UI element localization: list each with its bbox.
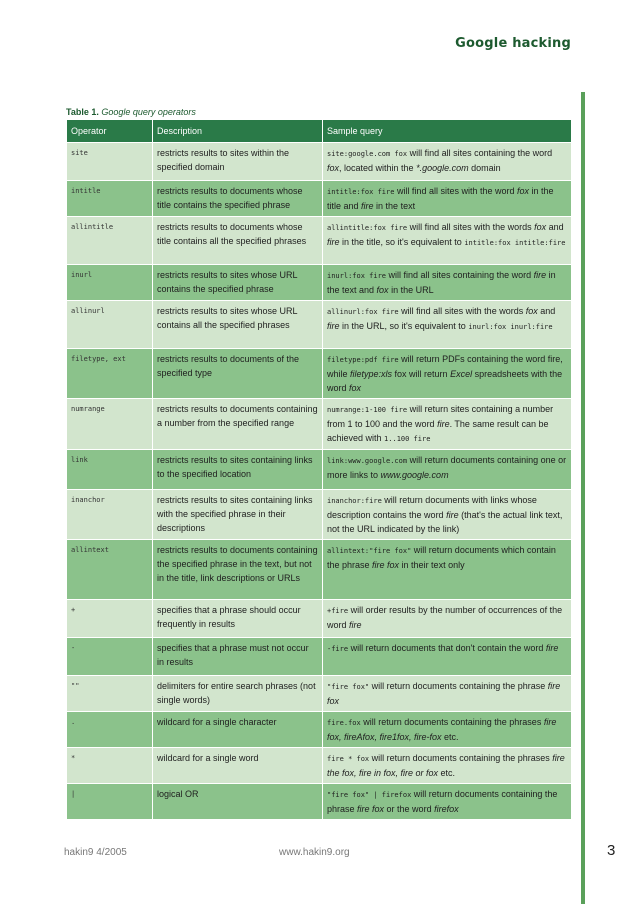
query-text: firefox bbox=[434, 804, 459, 814]
query-text: will return documents which contain the phrase bbox=[327, 545, 556, 570]
query-code: 1..100 fire bbox=[384, 435, 431, 443]
margin-rule bbox=[581, 92, 585, 904]
operator-cell: site bbox=[67, 143, 153, 181]
sample-query-cell bbox=[323, 143, 572, 181]
query-text: fire fox bbox=[327, 681, 561, 706]
query-code: inanchor:fire bbox=[327, 497, 382, 505]
description-cell: delimiters for entire search phrases (not single words) bbox=[153, 676, 323, 712]
query-text: in the URL bbox=[388, 285, 434, 295]
table-row bbox=[67, 265, 572, 301]
query-text: will find all sites containing the word bbox=[386, 270, 534, 280]
description-cell: specifies that a phrase must not occur in results bbox=[153, 638, 323, 676]
operators-table bbox=[66, 119, 572, 820]
query-text: or the word bbox=[384, 804, 435, 814]
query-text: will find all sites with the words bbox=[398, 306, 526, 316]
operator-cell: . bbox=[67, 712, 153, 748]
operator-cell: "" bbox=[67, 676, 153, 712]
query-text: fire bbox=[361, 201, 374, 211]
table-caption-label: Table 1. bbox=[66, 107, 99, 117]
query-text: will return sites containing a number from 1 to 100 and the word bbox=[327, 404, 554, 429]
table-row bbox=[67, 399, 572, 450]
sample-query-cell bbox=[323, 600, 572, 638]
query-text: fire the fox, fire in fox, fire or fox bbox=[327, 753, 565, 778]
description-cell: restricts results to documents containing the specified phrase in the text, but not in the title, link descriptions or URLs bbox=[153, 540, 323, 600]
table-row bbox=[67, 712, 572, 748]
operator-cell: numrange bbox=[67, 399, 153, 450]
table-row bbox=[67, 143, 572, 181]
query-text: fire bbox=[327, 237, 340, 247]
query-text: in the title and bbox=[327, 186, 554, 211]
operator-cell: + bbox=[67, 600, 153, 638]
description-cell: restricts results to sites containing links to the specified location bbox=[153, 450, 323, 490]
query-text: fire fox, fireAfox, fire1fox, fire-fox bbox=[327, 717, 557, 742]
table-caption-text: Google query operators bbox=[101, 107, 196, 117]
table-row bbox=[67, 349, 572, 399]
query-text: www.google.com bbox=[380, 470, 449, 480]
table-caption bbox=[66, 107, 196, 117]
table-row bbox=[67, 301, 572, 349]
query-code: -fire bbox=[327, 645, 349, 653]
sample-query-cell bbox=[323, 676, 572, 712]
table-row bbox=[67, 676, 572, 712]
sample-query-cell bbox=[323, 638, 572, 676]
query-text: will return documents containing the phrases bbox=[369, 753, 553, 763]
operator-cell: * bbox=[67, 748, 153, 784]
query-code: numrange:1-100 fire bbox=[327, 406, 408, 414]
query-text: will return PDFs containing the word fire, while bbox=[327, 354, 563, 379]
sample-query-cell bbox=[323, 748, 572, 784]
query-text: will find all sites with the words bbox=[407, 222, 535, 232]
query-text: in the text and bbox=[327, 270, 556, 295]
query-code: site:google.com fox bbox=[327, 150, 408, 158]
description-cell: wildcard for a single character bbox=[153, 712, 323, 748]
table-row bbox=[67, 748, 572, 784]
description-cell: logical OR bbox=[153, 784, 323, 820]
query-text: fox bbox=[516, 186, 529, 196]
footer-issue: hakin9 4/2005 bbox=[64, 847, 127, 858]
query-code: allintitle:fox fire bbox=[327, 224, 408, 232]
query-code: "fire fox" bbox=[327, 683, 370, 691]
description-cell: restricts results to sites containing links with the specified phrase in their descriptions bbox=[153, 490, 323, 540]
query-text: fox bbox=[349, 383, 362, 393]
query-text: fire bbox=[349, 620, 362, 630]
query-code: inurl:fox inurl:fire bbox=[468, 323, 553, 331]
query-text: fox bbox=[525, 306, 538, 316]
operator-cell: intitle bbox=[67, 181, 153, 217]
query-text: fox bbox=[327, 163, 340, 173]
table-row bbox=[67, 540, 572, 600]
table-row bbox=[67, 450, 572, 490]
query-text: fox bbox=[376, 285, 389, 295]
query-text: etc. bbox=[438, 768, 456, 778]
query-text: will return documents that don't contain the word bbox=[348, 643, 546, 653]
sample-query-cell bbox=[323, 349, 572, 399]
query-code: allintext:"fire fox" bbox=[327, 547, 412, 555]
query-code: fire.fox bbox=[327, 719, 361, 727]
query-text: (that's the actual link text, not the URL indicated by the link) bbox=[327, 510, 563, 534]
operator-cell: allintext bbox=[67, 540, 153, 600]
query-text: and bbox=[546, 222, 564, 232]
header-sample-query: Sample query bbox=[323, 120, 572, 143]
operator-cell: inurl bbox=[67, 265, 153, 301]
query-text: and bbox=[537, 306, 556, 316]
sample-query-cell bbox=[323, 181, 572, 217]
query-text: in the URL, so it's equivalent to bbox=[339, 321, 469, 331]
description-cell: restricts results to sites within the specified domain bbox=[153, 143, 323, 181]
sample-query-cell bbox=[323, 712, 572, 748]
query-text: will return documents containing the phrases bbox=[360, 717, 544, 727]
table-row bbox=[67, 490, 572, 540]
query-text: fire bbox=[545, 643, 559, 653]
query-text: fire bbox=[327, 321, 340, 331]
query-text: will return documents containing one or more links to bbox=[327, 455, 567, 480]
sample-query-cell bbox=[323, 450, 572, 490]
query-text: in their text only bbox=[399, 560, 465, 570]
query-code: filetype:pdf fire bbox=[327, 356, 399, 364]
sample-query-cell bbox=[323, 784, 572, 820]
operator-cell: filetype, ext bbox=[67, 349, 153, 399]
query-text: will find all sites with the word bbox=[394, 186, 517, 196]
operator-cell: inanchor bbox=[67, 490, 153, 540]
query-code: +fire bbox=[327, 607, 349, 615]
query-code: intitle:fox fire bbox=[327, 188, 395, 196]
operator-cell: - bbox=[67, 638, 153, 676]
description-cell: restricts results to documents whose title contains all the specified phrases bbox=[153, 217, 323, 265]
query-code: inurl:fox fire bbox=[327, 272, 387, 280]
query-text: fire bbox=[533, 270, 547, 280]
footer-url: www.hakin9.org bbox=[279, 847, 350, 858]
sample-query-cell bbox=[323, 540, 572, 600]
table-row bbox=[67, 638, 572, 676]
header-operator: Operator bbox=[67, 120, 153, 143]
query-text: in the title, so it's equivalent to bbox=[339, 237, 465, 247]
table-row bbox=[67, 600, 572, 638]
sample-query-cell bbox=[323, 217, 572, 265]
operator-cell: | bbox=[67, 784, 153, 820]
description-cell: restricts results to documents of the specified type bbox=[153, 349, 323, 399]
query-text: domain bbox=[468, 163, 501, 173]
description-cell: restricts results to sites whose URL contains all the specified phrases bbox=[153, 301, 323, 349]
query-text: will return documents with links whose description contains the word bbox=[327, 495, 537, 520]
description-cell: restricts results to documents containing a number from the specified range bbox=[153, 399, 323, 450]
header-description: Description bbox=[153, 120, 323, 143]
description-cell: restricts results to documents whose title contains the specified phrase bbox=[153, 181, 323, 217]
query-text: will return documents containing the phrase bbox=[369, 681, 548, 691]
operator-cell: allinurl bbox=[67, 301, 153, 349]
query-text: will order results by the number of occurrences of the word bbox=[327, 605, 563, 630]
description-cell: restricts results to sites whose URL contains the specified phrase bbox=[153, 265, 323, 301]
table-header-row bbox=[67, 120, 572, 143]
query-text: in the text bbox=[373, 201, 416, 211]
query-text: will find all sites containing the word bbox=[407, 148, 553, 158]
page-number: 3 bbox=[607, 842, 616, 859]
query-text: fire bbox=[437, 419, 450, 429]
query-code: allinurl:fox fire bbox=[327, 308, 399, 316]
query-text: . The same result can be achieved with bbox=[327, 419, 549, 443]
query-code: "fire fox" | firefox bbox=[327, 791, 412, 799]
query-text: fire fox bbox=[357, 804, 385, 814]
query-text: fire bbox=[446, 510, 459, 520]
query-text: etc. bbox=[441, 732, 459, 742]
operator-cell: allintitle bbox=[67, 217, 153, 265]
query-text: fox bbox=[534, 222, 547, 232]
table-row bbox=[67, 784, 572, 820]
query-text: *.google.com bbox=[416, 163, 469, 173]
query-code: fire * fox bbox=[327, 755, 370, 763]
query-text: filetype:xls bbox=[350, 369, 393, 379]
table-row bbox=[67, 181, 572, 217]
running-header-title: Google hacking bbox=[455, 36, 571, 51]
query-text: Excel bbox=[450, 369, 473, 379]
query-text: spreadsheets with the word bbox=[327, 369, 563, 393]
query-code: intitle:fox intitle:fire bbox=[464, 239, 566, 247]
query-text: , located within the bbox=[339, 163, 417, 173]
query-text: fox will return bbox=[392, 369, 451, 379]
sample-query-cell bbox=[323, 399, 572, 450]
sample-query-cell bbox=[323, 301, 572, 349]
query-text: will return documents containing the phrase bbox=[327, 789, 558, 814]
description-cell: specifies that a phrase should occur frequently in results bbox=[153, 600, 323, 638]
sample-query-cell bbox=[323, 265, 572, 301]
query-text: fire fox bbox=[372, 560, 400, 570]
table-row bbox=[67, 217, 572, 265]
sample-query-cell bbox=[323, 490, 572, 540]
description-cell: wildcard for a single word bbox=[153, 748, 323, 784]
operator-cell: link bbox=[67, 450, 153, 490]
query-code: link:www.google.com bbox=[327, 457, 408, 465]
